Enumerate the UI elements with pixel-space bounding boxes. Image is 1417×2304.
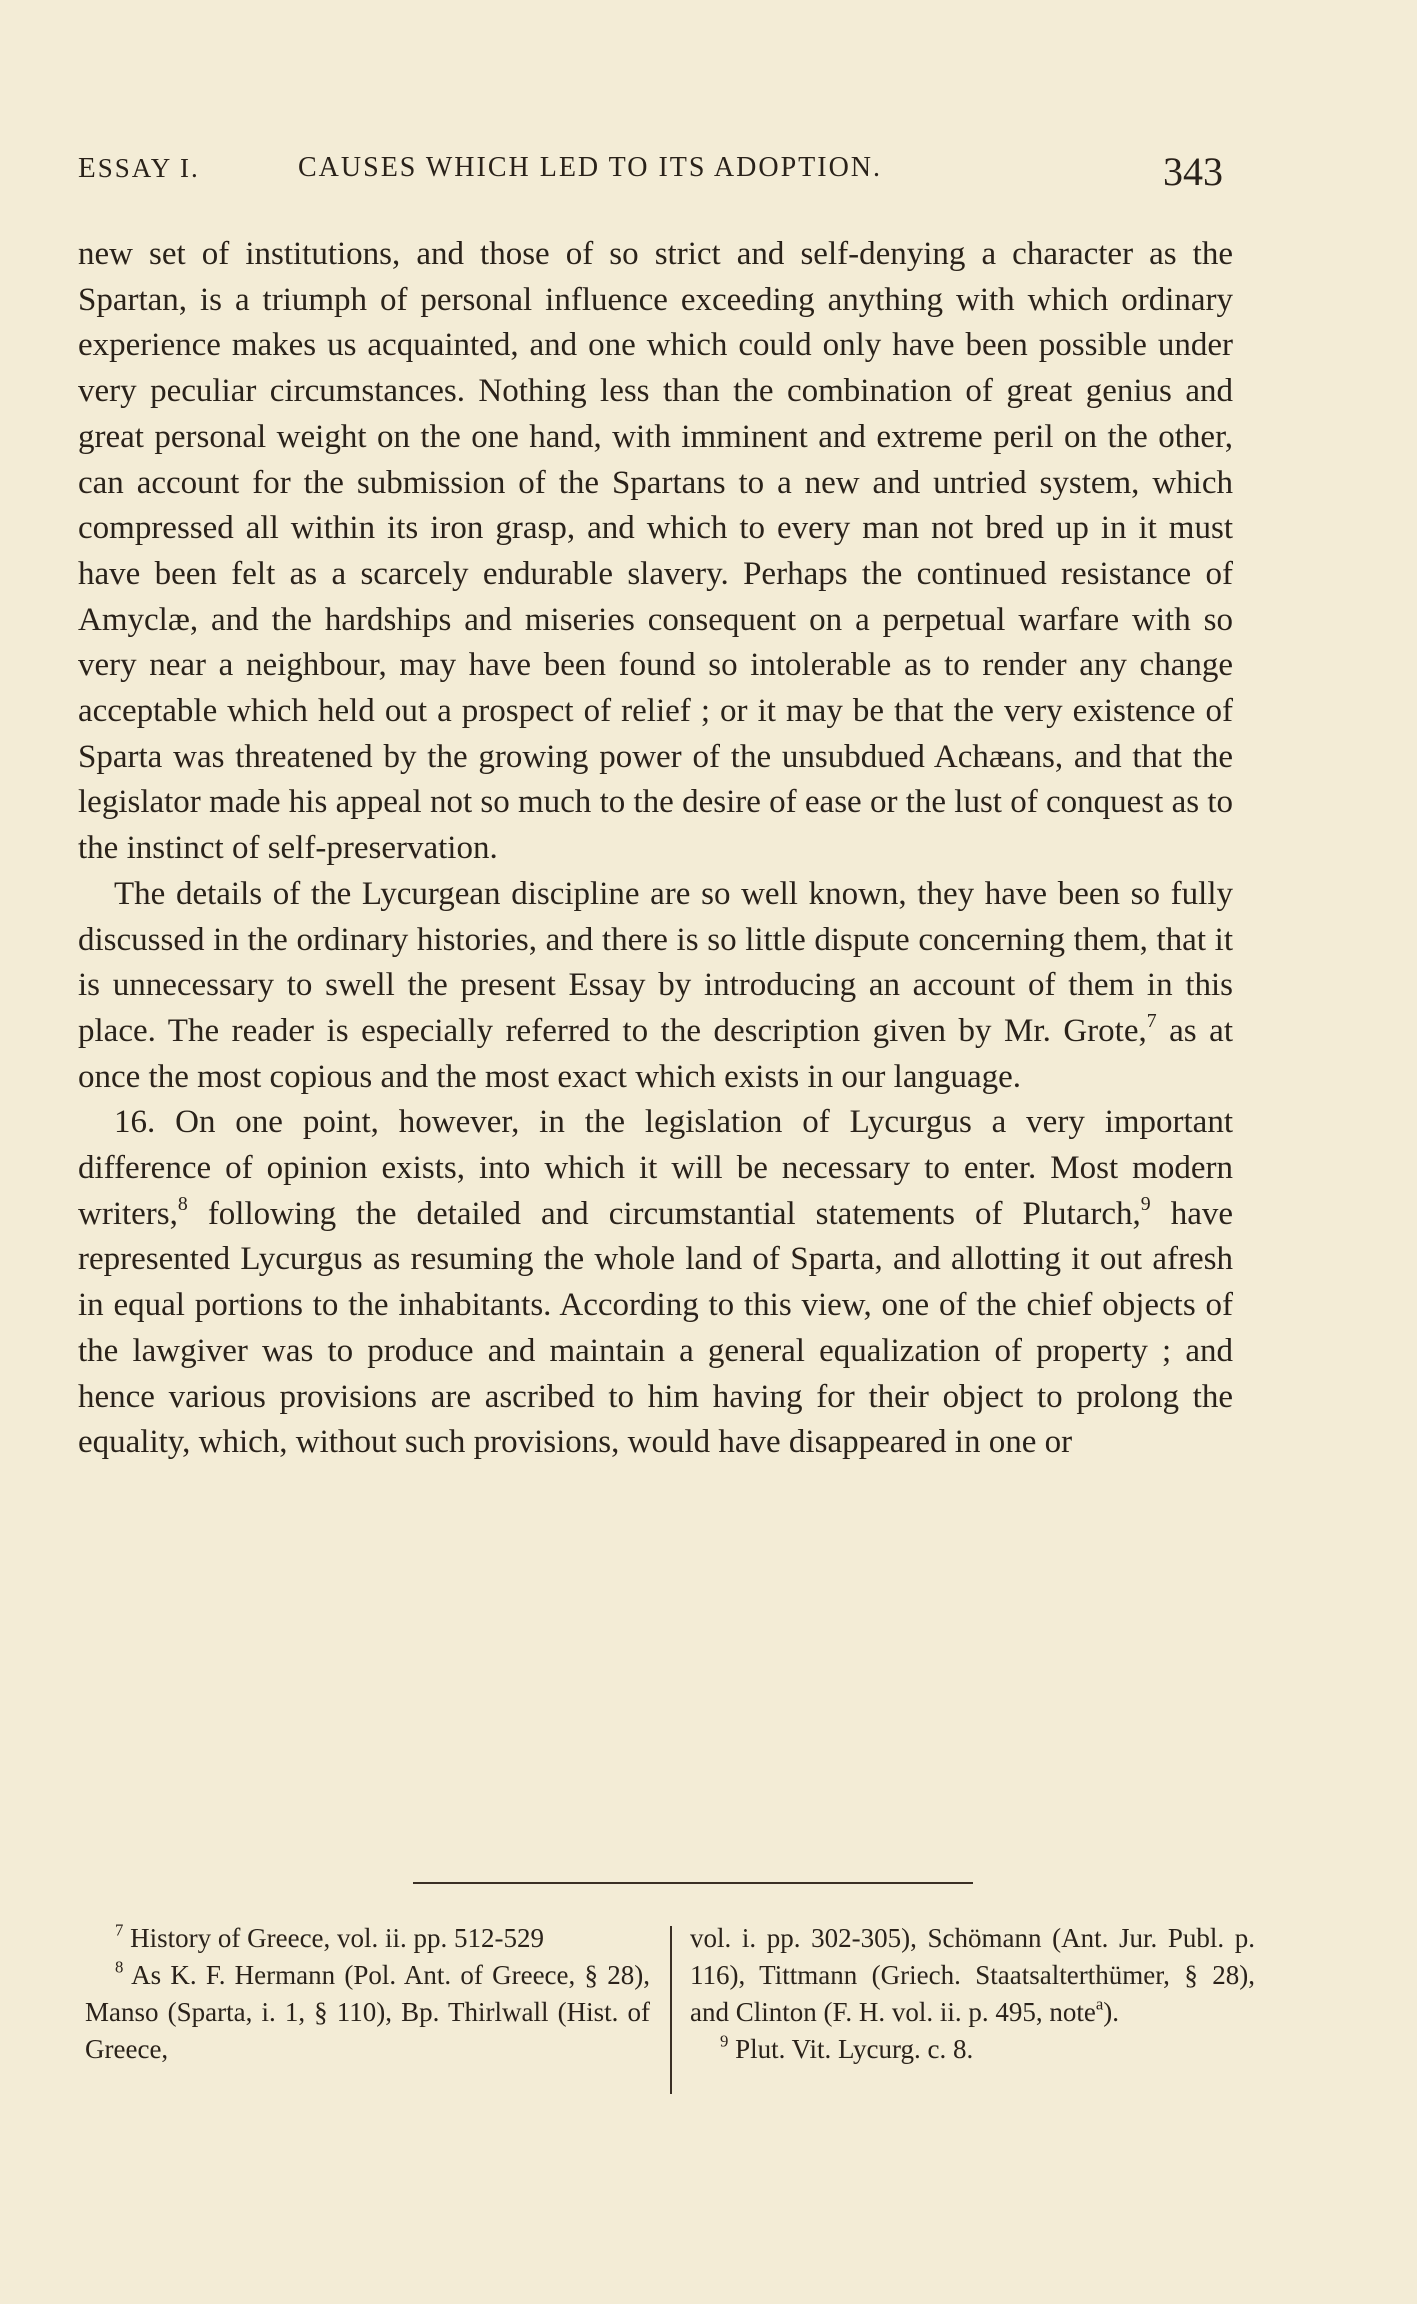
footnote-9: $^9$ Plut. Vit. Lycurg. c. 8. bbox=[720, 2031, 974, 2064]
footnotes bbox=[85, 1920, 1265, 2090]
footnotes-left-column bbox=[85, 1920, 650, 2068]
footnote-ref-9[interactable]: 9 bbox=[1140, 1192, 1151, 1215]
header-title: CAUSES WHICH LED TO ITS ADOPTION. bbox=[298, 152, 883, 183]
paragraph-1: new set of institutions, and those of so strict and self-denying a character as the Spartan, is a triumph of personal influence exceeding anything with which ordinary experience makes us acquainted, and one which could only have been possible under very peculiar circumstances. Nothing less than the combination of great genius and great personal weight on the one hand, with imminent and extreme peril on the other, can account for the submission of the Spartans to a new and untried system, which compressed all within its iron grasp, and which to every man not bred up in it must have been felt as a scarcely endurable slavery. Perhaps the continued resistance of Amyclæ, and the hardships and miseries consequent on a perpetual warfare with so very near a neighbour, may have been found so intolerable as to render any change acceptable which held out a prospect of relief ; or it may be that the very existence of Sparta was threatened by the growing power of the unsubdued Achæans, and that the legislator made his appeal not so much to the desire of ease or the lust of conquest as to the instinct of self-preservation. bbox=[78, 236, 1233, 867]
page-number: 343 bbox=[1163, 149, 1223, 194]
body-text bbox=[78, 232, 1233, 1466]
footnote-ref-8[interactable]: 8 bbox=[177, 1192, 188, 1215]
footnote-column-divider bbox=[670, 1926, 672, 2094]
footnote-8: $^8$ As K. F. Hermann (Pol. Ant. of Greece, § 28), Manso (Sparta, i. 1, § 110), Bp. Thirlwall (Hist. of Greece, bbox=[85, 1957, 650, 2064]
footnote-ref-7[interactable]: 7 bbox=[1146, 1010, 1157, 1033]
paragraph-2: The details of the Lycurgean discipline are so well known, they have been so fully discussed in the ordinary histories, and there is so little dispute concerning them, that it is unnecessary to swell the present Essay by introducing an account of them in this place. The reader is especially referred to the description given by Mr. Grote,$^7$ as at once the most copious and the most exact which exists in our language. bbox=[78, 875, 1233, 1095]
essay-label: ESSAY I. bbox=[78, 152, 200, 184]
paragraph-3: 16. On one point, however, in the legislation of Lycurgus a very important difference of opinion exists, into which it will be necessary to enter. Most modern writers,$^8$ following the detailed and circumstantial statements of Plutarch,$^9$ have represented Lycurgus as resuming the whole land of Sparta, and allotting it out afresh in equal portions to the inhabitants. According to this view, one of the chief objects of the lawgiver was to produce and maintain a general equalization of property ; and hence various provisions are ascribed to him having for their object to prolong the equality, which, without such provisions, would have disappeared in one or bbox=[78, 1104, 1233, 1461]
footnote-8-continued: vol. i. pp. 302-305), Schömann (Ant. Jur. Publ. p. 116), Tittmann (Griech. Staatsalterthümer, § 28), and Clinton (F. H. vol. ii. p. 495, note$^a$). bbox=[690, 1923, 1255, 2027]
footnote-separator bbox=[413, 1882, 973, 1884]
footnote-7: $^7$ History of Greece, vol. ii. pp. 512-529 bbox=[115, 1920, 545, 1953]
footnotes-right-column bbox=[690, 1920, 1255, 2068]
running-header bbox=[78, 148, 1233, 198]
